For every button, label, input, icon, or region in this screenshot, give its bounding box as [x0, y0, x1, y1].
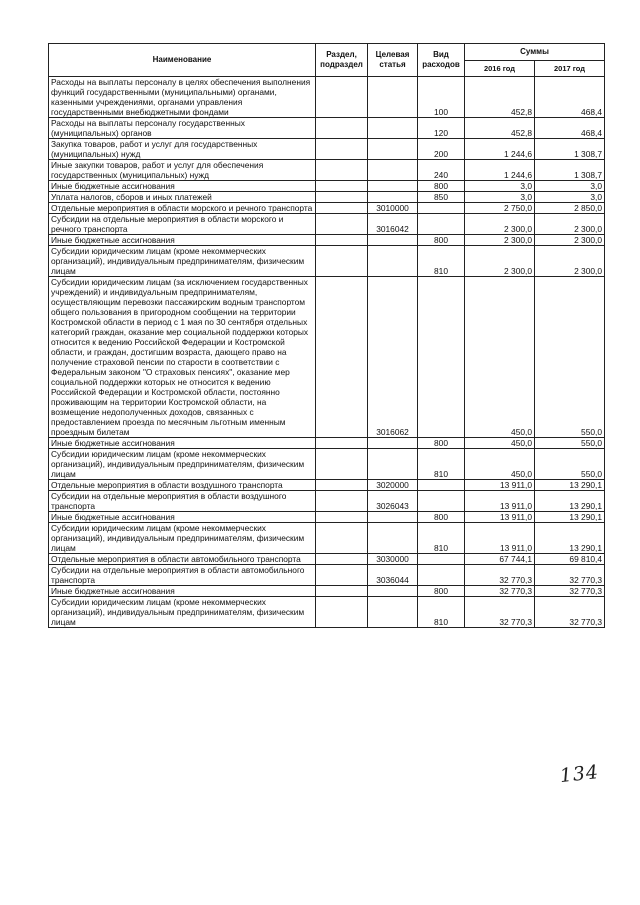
row-expense-type: 850 — [418, 192, 465, 203]
row-sum-2017: 3,0 — [535, 192, 605, 203]
row-sum-2016: 13 911,0 — [465, 491, 535, 512]
table-row — [49, 235, 605, 246]
row-sum-2016: 67 744,1 — [465, 554, 535, 565]
header-year-2016: 2016 год — [465, 61, 535, 77]
row-section — [316, 277, 368, 438]
row-name: Иные бюджетные ассигнования — [49, 181, 316, 192]
table-row — [49, 139, 605, 160]
row-target-article — [368, 512, 418, 523]
page-number: 134 — [558, 761, 601, 788]
row-sum-2017: 3,0 — [535, 181, 605, 192]
row-section — [316, 565, 368, 586]
row-sum-2017: 13 290,1 — [535, 523, 605, 554]
row-sum-2016: 13 911,0 — [465, 523, 535, 554]
row-expense-type: 810 — [418, 597, 465, 628]
row-name: Расходы на выплаты персоналу в целях обеспечения выполнения функций государственными (муниципальными) органами, казенными учреждениями, органами управления государственными внебюджетными фондами — [49, 77, 316, 118]
row-sum-2016: 450,0 — [465, 438, 535, 449]
table-row — [49, 77, 605, 118]
row-sum-2016: 1 244,6 — [465, 160, 535, 181]
row-sum-2016: 450,0 — [465, 277, 535, 438]
row-name: Отдельные мероприятия в области автомобильного транспорта — [49, 554, 316, 565]
row-expense-type — [418, 277, 465, 438]
row-target-article — [368, 181, 418, 192]
row-sum-2016: 32 770,3 — [465, 586, 535, 597]
row-sum-2017: 2 300,0 — [535, 235, 605, 246]
row-expense-type: 240 — [418, 160, 465, 181]
row-sum-2017: 32 770,3 — [535, 597, 605, 628]
row-sum-2016: 32 770,3 — [465, 565, 535, 586]
table-row — [49, 586, 605, 597]
table-row — [49, 480, 605, 491]
row-target-article — [368, 235, 418, 246]
row-sum-2016: 452,8 — [465, 118, 535, 139]
row-sum-2016: 2 300,0 — [465, 235, 535, 246]
row-section — [316, 181, 368, 192]
row-target-article: 3026043 — [368, 491, 418, 512]
row-target-article — [368, 449, 418, 480]
row-name: Субсидии юридическим лицам (кроме некоммерческих организаций), индивидуальным предпринимателям, физическим лицам — [49, 449, 316, 480]
row-target-article — [368, 118, 418, 139]
row-expense-type: 810 — [418, 523, 465, 554]
row-sum-2016: 13 911,0 — [465, 512, 535, 523]
row-target-article — [368, 192, 418, 203]
row-expense-type: 120 — [418, 118, 465, 139]
row-section — [316, 512, 368, 523]
row-target-article: 3016042 — [368, 214, 418, 235]
table-row — [49, 491, 605, 512]
row-section — [316, 586, 368, 597]
row-section — [316, 77, 368, 118]
row-sum-2016: 450,0 — [465, 449, 535, 480]
table-row — [49, 181, 605, 192]
row-sum-2017: 13 290,1 — [535, 480, 605, 491]
row-section — [316, 597, 368, 628]
row-name: Иные бюджетные ассигнования — [49, 235, 316, 246]
table-row — [49, 214, 605, 235]
row-section — [316, 160, 368, 181]
row-target-article: 3010000 — [368, 203, 418, 214]
row-sum-2016: 2 750,0 — [465, 203, 535, 214]
table-row — [49, 118, 605, 139]
row-target-article: 3020000 — [368, 480, 418, 491]
row-name: Иные закупки товаров, работ и услуг для обеспечения государственных (муниципальных) нужд — [49, 160, 316, 181]
table-row — [49, 246, 605, 277]
row-section — [316, 214, 368, 235]
row-section — [316, 118, 368, 139]
row-sum-2017: 69 810,4 — [535, 554, 605, 565]
row-target-article: 3036044 — [368, 565, 418, 586]
row-name: Отдельные мероприятия в области воздушного транспорта — [49, 480, 316, 491]
row-name: Отдельные мероприятия в области морского и речного транспорта — [49, 203, 316, 214]
row-expense-type: 100 — [418, 77, 465, 118]
row-name: Уплата налогов, сборов и иных платежей — [49, 192, 316, 203]
row-expense-type: 800 — [418, 586, 465, 597]
row-expense-type — [418, 554, 465, 565]
row-sum-2017: 13 290,1 — [535, 512, 605, 523]
row-sum-2017: 468,4 — [535, 77, 605, 118]
row-section — [316, 449, 368, 480]
row-section — [316, 491, 368, 512]
table-row — [49, 554, 605, 565]
row-target-article — [368, 139, 418, 160]
table-row — [49, 192, 605, 203]
row-section — [316, 246, 368, 277]
row-target-article — [368, 160, 418, 181]
row-target-article — [368, 246, 418, 277]
table-row — [49, 438, 605, 449]
row-name: Закупка товаров, работ и услуг для государственных (муниципальных) нужд — [49, 139, 316, 160]
table-row — [49, 160, 605, 181]
row-section — [316, 438, 368, 449]
row-expense-type — [418, 480, 465, 491]
row-sum-2016: 3,0 — [465, 181, 535, 192]
row-sum-2017: 2 300,0 — [535, 214, 605, 235]
header-type: Вид расходов — [418, 44, 465, 77]
row-name: Субсидии на отдельные мероприятия в области морского и речного транспорта — [49, 214, 316, 235]
row-expense-type — [418, 491, 465, 512]
row-expense-type — [418, 214, 465, 235]
table-row — [49, 203, 605, 214]
row-name: Иные бюджетные ассигнования — [49, 438, 316, 449]
table-header — [49, 44, 605, 77]
row-expense-type: 800 — [418, 235, 465, 246]
table-row — [49, 512, 605, 523]
row-name: Субсидии на отдельные мероприятия в области автомобильного транспорта — [49, 565, 316, 586]
row-expense-type: 800 — [418, 438, 465, 449]
row-sum-2017: 550,0 — [535, 449, 605, 480]
row-sum-2016: 1 244,6 — [465, 139, 535, 160]
row-section — [316, 139, 368, 160]
row-name: Субсидии юридическим лицам (кроме некоммерческих организаций), индивидуальным предпринимателям, физическим лицам — [49, 246, 316, 277]
row-name: Иные бюджетные ассигнования — [49, 512, 316, 523]
row-sum-2017: 1 308,7 — [535, 139, 605, 160]
row-target-article — [368, 438, 418, 449]
row-sum-2016: 2 300,0 — [465, 246, 535, 277]
row-expense-type: 810 — [418, 449, 465, 480]
row-name: Иные бюджетные ассигнования — [49, 586, 316, 597]
row-sum-2017: 2 850,0 — [535, 203, 605, 214]
row-section — [316, 203, 368, 214]
row-target-article: 3030000 — [368, 554, 418, 565]
table-row — [49, 565, 605, 586]
row-name: Субсидии юридическим лицам (за исключением государственных учреждений) и индивидуальным предпринимателям, осуществляющим перевозки пассажирским водным транспортом общего пользования в пригородном сообщении на территории Костромской области в период с 1 мая по 30 сентября отдельных категорий граждан, оказание мер социальной поддержки которых относится к ведению Российской Федерации и Костромской области, и граждан, достигшим возраста, дающего право на получение страховой пенсии по старости в соответствии с Федеральным законом "О страховых пенсиях", оказание мер социальной поддержки которых не относится к ведению Российской Федерации и Костромской области, постоянно проживающим на территории Костромской области, на возмещение недополученных доходов, связанных с предоставлением проезда по месячным льготным именным проездным билетам — [49, 277, 316, 438]
row-sum-2017: 550,0 — [535, 277, 605, 438]
row-sum-2016: 452,8 — [465, 77, 535, 118]
table-row — [49, 449, 605, 480]
row-name: Субсидии юридическим лицам (кроме некоммерческих организаций), индивидуальным предпринимателям, физическим лицам — [49, 523, 316, 554]
row-sum-2016: 3,0 — [465, 192, 535, 203]
row-sum-2017: 32 770,3 — [535, 586, 605, 597]
row-section — [316, 523, 368, 554]
row-name: Субсидии на отдельные мероприятия в области воздушного транспорта — [49, 491, 316, 512]
row-sum-2016: 13 911,0 — [465, 480, 535, 491]
row-sum-2016: 2 300,0 — [465, 214, 535, 235]
row-sum-2017: 468,4 — [535, 118, 605, 139]
row-expense-type: 800 — [418, 181, 465, 192]
header-target: Целевая статья — [368, 44, 418, 77]
row-sum-2016: 32 770,3 — [465, 597, 535, 628]
row-name: Расходы на выплаты персоналу государственных (муниципальных) органов — [49, 118, 316, 139]
row-expense-type: 810 — [418, 246, 465, 277]
row-target-article — [368, 77, 418, 118]
row-name: Субсидии юридическим лицам (кроме некоммерческих организаций), индивидуальным предпринимателям, физическим лицам — [49, 597, 316, 628]
row-section — [316, 192, 368, 203]
row-sum-2017: 13 290,1 — [535, 491, 605, 512]
table-row — [49, 597, 605, 628]
table-body — [49, 77, 605, 628]
header-section: Раздел, подраздел — [316, 44, 368, 77]
row-expense-type: 800 — [418, 512, 465, 523]
header-year-2017: 2017 год — [535, 61, 605, 77]
row-target-article: 3016062 — [368, 277, 418, 438]
row-sum-2017: 2 300,0 — [535, 246, 605, 277]
header-sums: Суммы — [465, 44, 605, 61]
row-section — [316, 480, 368, 491]
row-expense-type — [418, 203, 465, 214]
row-expense-type: 200 — [418, 139, 465, 160]
table-row — [49, 277, 605, 438]
row-sum-2017: 1 308,7 — [535, 160, 605, 181]
header-name: Наименование — [49, 44, 316, 77]
row-sum-2017: 32 770,3 — [535, 565, 605, 586]
row-target-article — [368, 586, 418, 597]
row-section — [316, 554, 368, 565]
row-target-article — [368, 523, 418, 554]
row-target-article — [368, 597, 418, 628]
table-row — [49, 523, 605, 554]
budget-table — [48, 43, 605, 628]
row-expense-type — [418, 565, 465, 586]
row-sum-2017: 550,0 — [535, 438, 605, 449]
row-section — [316, 235, 368, 246]
